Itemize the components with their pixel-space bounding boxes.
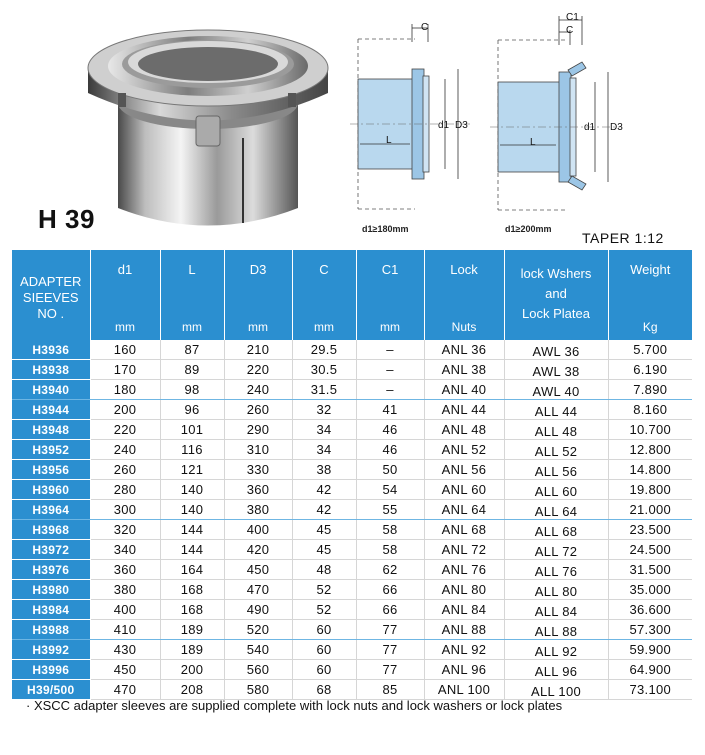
cell-c1: –	[356, 340, 424, 360]
table-row	[12, 400, 692, 420]
cell-weight: 73.100	[608, 680, 692, 700]
header-d3-unit: mm	[248, 320, 268, 334]
cell-l: 144	[160, 520, 224, 540]
drawing-left-label-d1: d1	[438, 120, 450, 131]
taper-label: TAPER 1:12	[582, 230, 664, 246]
table-row	[12, 680, 692, 700]
cell-c1: 46	[356, 420, 424, 440]
cell-weight: 5.700	[608, 340, 692, 360]
cell-c: 31.5	[292, 380, 356, 400]
table-row	[12, 360, 692, 380]
cell-l: 89	[160, 360, 224, 380]
header-d1	[90, 250, 160, 340]
cell-lock-nut: ANL 44	[424, 400, 504, 420]
technical-drawing-small	[350, 14, 470, 224]
table-row	[12, 600, 692, 620]
cell-lock-washer: ALL 56	[504, 460, 608, 480]
cell-c: 29.5	[292, 340, 356, 360]
cell-c: 45	[292, 520, 356, 540]
drawing-right-label-d1: d1	[584, 122, 596, 133]
cell-d1: 400	[90, 600, 160, 620]
cell-d1: 410	[90, 620, 160, 640]
cell-sleeve-no: H3940	[12, 380, 90, 400]
header-washer-line2: and	[545, 286, 567, 301]
cell-c: 45	[292, 540, 356, 560]
drawing-right-label-c1: C1	[566, 12, 579, 23]
header-d1-label: d1	[117, 262, 133, 277]
table-row	[12, 460, 692, 480]
cell-lock-washer: AWL 38	[504, 360, 608, 380]
cell-lock-nut: ANL 56	[424, 460, 504, 480]
cell-l: 87	[160, 340, 224, 360]
cell-lock-washer: ALL 100	[504, 680, 608, 700]
cell-sleeve-no: H3952	[12, 440, 90, 460]
cell-c1: 46	[356, 440, 424, 460]
cell-c1: 58	[356, 520, 424, 540]
cell-c: 60	[292, 660, 356, 680]
cell-sleeve-no: H39/500	[12, 680, 90, 700]
cell-lock-nut: ANL 68	[424, 520, 504, 540]
cell-d3: 290	[224, 420, 292, 440]
cell-c1: 62	[356, 560, 424, 580]
header-lock-label: Lock	[450, 262, 478, 277]
table-row	[12, 660, 692, 680]
cell-l: 189	[160, 640, 224, 660]
cell-weight: 64.900	[608, 660, 692, 680]
header-d1-unit: mm	[115, 320, 135, 334]
cell-lock-washer: ALL 72	[504, 540, 608, 560]
drawing-right-label-d3: D3	[610, 122, 623, 133]
drawing-right-label-l: L	[530, 137, 536, 148]
header-sleeve-no	[12, 250, 90, 340]
header-c1-label: C1	[381, 262, 399, 277]
cell-d1: 160	[90, 340, 160, 360]
table-row	[12, 500, 692, 520]
cell-l: 98	[160, 380, 224, 400]
drawing-left-caption: d1≥180mm	[362, 224, 409, 234]
cell-d3: 330	[224, 460, 292, 480]
cell-lock-washer: AWL 40	[504, 380, 608, 400]
table-row	[12, 440, 692, 460]
table-row	[12, 420, 692, 440]
cell-weight: 19.800	[608, 480, 692, 500]
header-c1	[356, 250, 424, 340]
cell-c1: 58	[356, 540, 424, 560]
cell-lock-nut: ANL 60	[424, 480, 504, 500]
model-title: H 39	[38, 204, 95, 234]
cell-weight: 59.900	[608, 640, 692, 660]
cell-lock-washer: ALL 60	[504, 480, 608, 500]
technical-drawing-large	[490, 10, 620, 224]
table-row	[12, 380, 692, 400]
cell-lock-nut: ANL 92	[424, 640, 504, 660]
cell-d1: 260	[90, 460, 160, 480]
drawing-right-caption: d1≥200mm	[505, 224, 552, 234]
cell-d1: 430	[90, 640, 160, 660]
cell-c: 42	[292, 500, 356, 520]
header-l	[160, 250, 224, 340]
cell-c1: 66	[356, 580, 424, 600]
cell-weight: 36.600	[608, 600, 692, 620]
cell-c: 38	[292, 460, 356, 480]
cell-d1: 180	[90, 380, 160, 400]
footnote: · XSCC adapter sleeves are supplied complete with lock nuts and lock washers or lock plates	[26, 698, 563, 713]
cell-c: 34	[292, 420, 356, 440]
cell-sleeve-no: H3960	[12, 480, 90, 500]
cell-c: 52	[292, 580, 356, 600]
cell-d3: 380	[224, 500, 292, 520]
cell-c1: 50	[356, 460, 424, 480]
cell-weight: 35.000	[608, 580, 692, 600]
cell-d1: 170	[90, 360, 160, 380]
cell-lock-washer: AWL 36	[504, 340, 608, 360]
cell-l: 140	[160, 500, 224, 520]
cell-l: 96	[160, 400, 224, 420]
cell-d3: 560	[224, 660, 292, 680]
cell-lock-nut: ANL 48	[424, 420, 504, 440]
cell-d3: 310	[224, 440, 292, 460]
cell-d3: 450	[224, 560, 292, 580]
cell-l: 101	[160, 420, 224, 440]
header-washer-line1: lock Wshers	[520, 266, 592, 281]
table-row	[12, 520, 692, 540]
cell-d1: 340	[90, 540, 160, 560]
cell-lock-washer: ALL 84	[504, 600, 608, 620]
cell-lock-washer: ALL 76	[504, 560, 608, 580]
table-header-row	[12, 250, 692, 340]
cell-lock-nut: ANL 36	[424, 340, 504, 360]
cell-d1: 280	[90, 480, 160, 500]
product-hero	[0, 0, 705, 250]
drawing-left-label-c: C	[421, 22, 429, 33]
header-sleeve-line3: NO .	[37, 306, 65, 321]
header-sleeve-line2: SIEEVES	[22, 290, 79, 305]
cell-c1: 85	[356, 680, 424, 700]
header-c-label: C	[319, 262, 329, 277]
table-row	[12, 540, 692, 560]
cell-d1: 450	[90, 660, 160, 680]
cell-lock-washer: ALL 48	[504, 420, 608, 440]
cell-d1: 200	[90, 400, 160, 420]
cell-d3: 220	[224, 360, 292, 380]
cell-weight: 57.300	[608, 620, 692, 640]
cell-l: 168	[160, 580, 224, 600]
header-weight-label: Weight	[630, 262, 671, 277]
cell-lock-washer: ALL 92	[504, 640, 608, 660]
cell-c: 60	[292, 620, 356, 640]
cell-weight: 10.700	[608, 420, 692, 440]
cell-c: 60	[292, 640, 356, 660]
cell-lock-nut: ANL 52	[424, 440, 504, 460]
table-row	[12, 560, 692, 580]
cell-c: 34	[292, 440, 356, 460]
cell-weight: 24.500	[608, 540, 692, 560]
cell-lock-nut: ANL 76	[424, 560, 504, 580]
cell-d3: 240	[224, 380, 292, 400]
cell-c1: –	[356, 360, 424, 380]
header-l-label: L	[188, 262, 196, 277]
cell-weight: 31.500	[608, 560, 692, 580]
cell-l: 121	[160, 460, 224, 480]
cell-d3: 260	[224, 400, 292, 420]
cell-d3: 420	[224, 540, 292, 560]
header-sleeve-line1: ADAPTER	[20, 274, 82, 289]
cell-sleeve-no: H3938	[12, 360, 90, 380]
cell-lock-nut: ANL 40	[424, 380, 504, 400]
cell-d1: 320	[90, 520, 160, 540]
specs-table	[12, 250, 692, 700]
cell-sleeve-no: H3996	[12, 660, 90, 680]
cell-weight: 8.160	[608, 400, 692, 420]
cell-d3: 520	[224, 620, 292, 640]
cell-d3: 470	[224, 580, 292, 600]
cell-sleeve-no: H3984	[12, 600, 90, 620]
cell-c: 30.5	[292, 360, 356, 380]
cell-weight: 14.800	[608, 460, 692, 480]
cell-weight: 6.190	[608, 360, 692, 380]
header-d3-label: D3	[249, 262, 267, 277]
cell-d1: 380	[90, 580, 160, 600]
cell-d1: 300	[90, 500, 160, 520]
cell-weight: 12.800	[608, 440, 692, 460]
cell-sleeve-no: H3936	[12, 340, 90, 360]
table-body	[12, 340, 692, 700]
cell-d1: 240	[90, 440, 160, 460]
header-l-unit: mm	[182, 320, 202, 334]
cell-d1: 470	[90, 680, 160, 700]
table-row	[12, 340, 692, 360]
cell-sleeve-no: H3956	[12, 460, 90, 480]
cell-sleeve-no: H3976	[12, 560, 90, 580]
cell-d3: 210	[224, 340, 292, 360]
cell-sleeve-no: H3968	[12, 520, 90, 540]
cell-l: 140	[160, 480, 224, 500]
adapter-sleeve-image	[78, 8, 338, 233]
cell-lock-washer: ALL 80	[504, 580, 608, 600]
cell-c: 52	[292, 600, 356, 620]
cell-weight: 23.500	[608, 520, 692, 540]
cell-d3: 400	[224, 520, 292, 540]
cell-l: 164	[160, 560, 224, 580]
drawing-left-label-l: L	[386, 135, 392, 146]
cell-c: 32	[292, 400, 356, 420]
cell-d3: 490	[224, 600, 292, 620]
cell-sleeve-no: H3980	[12, 580, 90, 600]
cell-d3: 540	[224, 640, 292, 660]
table-row	[12, 480, 692, 500]
cell-l: 168	[160, 600, 224, 620]
cell-lock-nut: ANL 84	[424, 600, 504, 620]
cell-c: 68	[292, 680, 356, 700]
cell-l: 200	[160, 660, 224, 680]
cell-sleeve-no: H3944	[12, 400, 90, 420]
cell-lock-washer: ALL 88	[504, 620, 608, 640]
header-weight	[608, 250, 692, 340]
cell-c1: 54	[356, 480, 424, 500]
cell-c1: 77	[356, 620, 424, 640]
cell-sleeve-no: H3948	[12, 420, 90, 440]
cell-lock-washer: ALL 52	[504, 440, 608, 460]
header-lock-washers	[504, 250, 608, 340]
cell-sleeve-no: H3988	[12, 620, 90, 640]
cell-lock-nut: ANL 80	[424, 580, 504, 600]
cell-d3: 580	[224, 680, 292, 700]
cell-lock-washer: ALL 96	[504, 660, 608, 680]
header-d3	[224, 250, 292, 340]
cell-lock-washer: ALL 64	[504, 500, 608, 520]
cell-c1: –	[356, 380, 424, 400]
header-lock-nuts	[424, 250, 504, 340]
cell-lock-nut: ANL 38	[424, 360, 504, 380]
cell-c1: 66	[356, 600, 424, 620]
cell-d1: 360	[90, 560, 160, 580]
header-c-unit: mm	[314, 320, 334, 334]
table-row	[12, 640, 692, 660]
cell-lock-nut: ANL 72	[424, 540, 504, 560]
drawing-right-label-c: C	[566, 25, 574, 36]
cell-c1: 41	[356, 400, 424, 420]
header-c	[292, 250, 356, 340]
cell-l: 189	[160, 620, 224, 640]
cell-l: 116	[160, 440, 224, 460]
header-washer-line3: Lock Platea	[522, 306, 590, 321]
cell-c: 48	[292, 560, 356, 580]
cell-d1: 220	[90, 420, 160, 440]
header-c1-unit: mm	[380, 320, 400, 334]
cell-c1: 77	[356, 640, 424, 660]
cell-l: 208	[160, 680, 224, 700]
cell-lock-washer: ALL 68	[504, 520, 608, 540]
table-row	[12, 620, 692, 640]
cell-c1: 77	[356, 660, 424, 680]
cell-sleeve-no: H3964	[12, 500, 90, 520]
cell-sleeve-no: H3972	[12, 540, 90, 560]
cell-l: 144	[160, 540, 224, 560]
cell-lock-nut: ANL 64	[424, 500, 504, 520]
cell-weight: 7.890	[608, 380, 692, 400]
header-weight-unit: Kg	[642, 320, 658, 334]
cell-sleeve-no: H3992	[12, 640, 90, 660]
cell-lock-nut: ANL 88	[424, 620, 504, 640]
cell-weight: 21.000	[608, 500, 692, 520]
header-lock-unit: Nuts	[451, 320, 477, 334]
table-row	[12, 580, 692, 600]
cell-c: 42	[292, 480, 356, 500]
cell-lock-washer: ALL 44	[504, 400, 608, 420]
cell-lock-nut: ANL 96	[424, 660, 504, 680]
cell-lock-nut: ANL 100	[424, 680, 504, 700]
cell-c1: 55	[356, 500, 424, 520]
cell-d3: 360	[224, 480, 292, 500]
drawing-left-label-d3: D3	[455, 120, 468, 131]
